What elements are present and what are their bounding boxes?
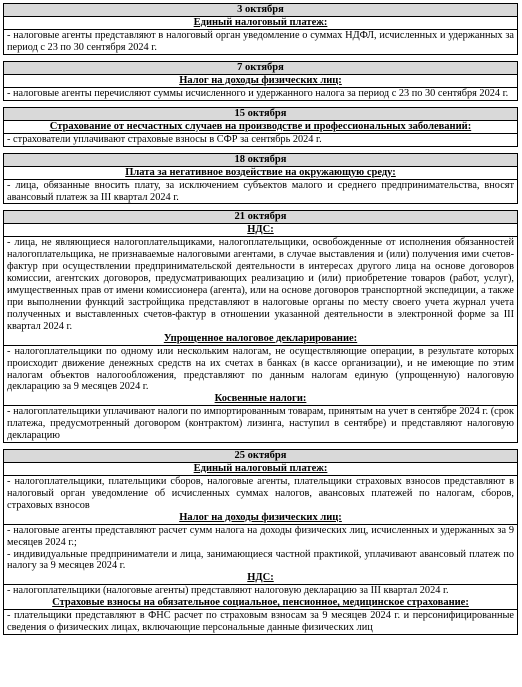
section-heading: Упрощенное налоговое декларирование: xyxy=(163,332,358,344)
section-text: - налогоплательщики по одному или нескольким налогам, не осуществляющие операции, в результате которых происходит движение денежных средств на их счетах в банках (в кассе организации), и не имеющие по этим налогам объектов налогообложения, представляют по данным налогам единую (упрощенную) налоговую декларацию за 9 месяцев 2024 г. xyxy=(4,345,517,394)
date-block xyxy=(3,449,518,635)
section-text: - налоговые агенты перечисляют суммы исчисленного и удержанного налога за период с 23 по 30 сентября 2024 г. xyxy=(4,87,517,100)
date-header: 21 октября xyxy=(4,211,517,224)
section-text: - лица, не являющиеся налогоплательщиками, налогоплательщики, освобожденные от исполнения обязанностей налогоплательщика, не признаваемые налоговыми агентами, в случае выставления и (или) получения ими счетов-фактур при осуществлении предпринимательской деятельности в интересах другого лица на основе договоров комиссии, агентских договоров, предусматривающих реализацию и (или) приобретение товаров (работ, услуг), имущественных прав от имени комиссионера (агента), или на основе договоров транспортной экспедиции, а также при выполнении функций застройщика представляют в налоговые органы по месту своего учета журнал учета полученных и выставленных счетов-фактур в отношении указанной деятельности в электронной форме за III квартал 2024 г. xyxy=(4,236,517,332)
section-heading: Единый налоговый платеж: xyxy=(193,463,328,475)
section-heading: Единый налоговый платеж: xyxy=(193,17,328,28)
date-block xyxy=(3,3,518,55)
section-heading: Страхование от несчастных случаев на производстве и профессиональных заболеваний: xyxy=(49,120,472,132)
section-heading: Плата за негативное воздействие на окружающую среду: xyxy=(125,166,396,178)
date-block xyxy=(3,210,518,443)
date-block xyxy=(3,153,518,205)
section-text: - налогоплательщики (налоговые агенты) представляют налоговую декларацию за III квартал 2024 г. xyxy=(4,584,517,597)
section-text: - налогоплательщики, плательщики сборов, налоговые агенты, плательщики страховых взносов представляют в налоговый орган уведомление об исчисленных суммах налогов, авансовых платежей по налогам, сборов, страховых взносов xyxy=(4,475,517,512)
date-block xyxy=(3,107,518,147)
date-header: 15 октября xyxy=(4,108,517,121)
section-text: - плательщики представляют в ФНС расчет по страховым взносам за 9 месяцев 2024 г. и персонифицированные сведения о физических лицах, включающие персональные данные физических лиц xyxy=(4,609,517,634)
section-text: - налоговые агенты представляют расчет сумм налога на доходы физических лиц, исчисленных и удержанных за 9 месяцев 2024 г.; xyxy=(4,524,517,549)
section-text: - налоговые агенты представляют в налоговый орган уведомление о суммах НДФЛ, исчисленных и удержанных за период с 23 по 30 сентября 2024 г. xyxy=(4,29,517,54)
section-text: - индивидуальные предприниматели и лица, занимающиеся частной практикой, уплачивают авансовый платеж по налогу за 9 месяцев 2024 г. xyxy=(7,548,514,572)
section-heading: НДС: xyxy=(247,572,274,584)
date-header: 18 октября xyxy=(4,154,517,167)
section-heading: НДС: xyxy=(247,224,274,236)
date-block xyxy=(3,61,518,101)
section-heading: Страховые взносы на обязательное социальное, пенсионное, медицинское страхование: xyxy=(52,597,469,609)
section-heading: Налог на доходы физических лиц: xyxy=(179,511,342,523)
date-header: 3 октября xyxy=(4,4,517,17)
section-heading: Налог на доходы физических лиц: xyxy=(179,74,342,86)
date-header: 25 октября xyxy=(4,450,517,463)
section-text: - лица, обязанные вносить плату, за исключением субъектов малого и среднего предпринимательства, вносят авансовый платеж за III квартал 2024 г. xyxy=(4,179,517,204)
section-text: - налогоплательщики уплачивают налоги по импортированным товарам, принятым на учет в сентябре 2024 г. (срок платежа, предусмотренный договором (контрактом) лизинга, наступил в сентябре) и представляют налоговую декларацию xyxy=(4,405,517,442)
section-heading: Косвенные налоги: xyxy=(214,393,307,405)
tax-calendar xyxy=(3,3,518,641)
date-header: 7 октября xyxy=(4,62,517,75)
section-text: - страхователи уплачивают страховые взносы в СФР за сентябрь 2024 г. xyxy=(4,133,517,146)
